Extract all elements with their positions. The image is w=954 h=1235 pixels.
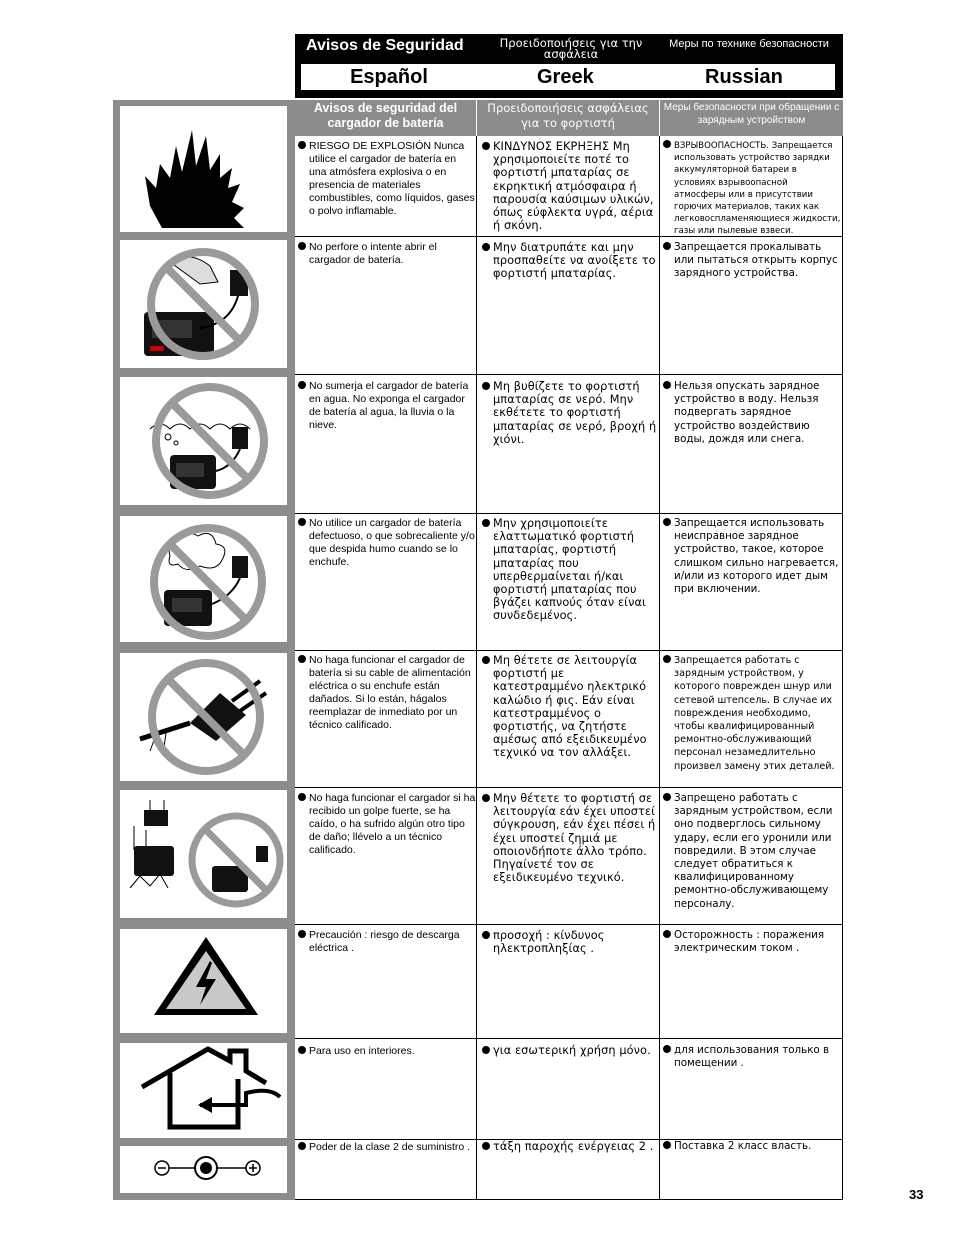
column-header-russian: Меры безопасности при обращении с зарядным устройством [660, 100, 843, 136]
section-header [295, 34, 843, 98]
no-puncture-charger-icon [120, 240, 287, 368]
row-explosion-gr: ΚΙΝΔΥΝΟΣ ΕΚΡΗΞΗΣ Μη χρησιμοποιείτε ποτέ το φορτιστή μπαταρίας σε εκρηκτική ατμόσφαιρα ή παρουσία καύσιμων υλικών, όπως εύφλεκτα υγρά, αέρια ή σκόνη. [482, 140, 657, 232]
row-class2-gr: τάξη παροχής ενέργειας 2 . [482, 1140, 657, 1153]
class-2-polarity-icon [120, 1146, 287, 1193]
row-puncture-ru: Запрещается прокалывать или пытаться открыть корпус зарядного устройства. [663, 241, 841, 281]
row-shock-ru: Осторожность : поражения электрическим током . [663, 929, 841, 955]
row-water-gr: Μη βυθίζετε το φορτιστή μπαταρίας σε νερό. Μην εκθέτετε το φορτιστή μπαταρίας σε νερό, βροχή ή χιόνι. [482, 380, 657, 446]
column-header-greek: Προειδοποιήσεις ασφάλειας για το φορτιστή [477, 100, 660, 136]
column-header-spanish: Avisos de seguridad del cargador de batería [295, 100, 477, 136]
russian-section-title: Меры по технике безопасности [669, 38, 829, 50]
row-shock-es: Precaución : riesgo de descarga eléctrica . [298, 929, 476, 955]
row-indoor-gr: για εσωτερική χρήση μόνο. [482, 1044, 657, 1057]
row-class2-ru: Поставка 2 класс власть. [663, 1140, 841, 1153]
row-puncture-es: No perfore o intente abrir el cargador de batería. [298, 241, 476, 267]
row-water-es: No sumerja el cargador de batería en agua. No exponga el cargador de batería al agua, la lluvia o la nieve. [298, 380, 476, 432]
greek-section-title: Προειδοποιήσεις για την ασφάλεια [499, 36, 643, 61]
row-dropped-es: No haga funcionar el cargador si ha recibido un golpe fuerte, se ha caído, o ha sufrido algún otro tipo de daño; llévelo a un técnico calificado. [298, 792, 476, 857]
explosion-icon [120, 106, 287, 232]
row-water-ru: Нельзя опускать зарядное устройство в воду. Нельзя подвергать зарядное устройство воздействию воды, дождя или снега. [663, 380, 841, 446]
row-indoor-ru: для использования только в помещении . [663, 1044, 841, 1070]
safety-warnings-table [295, 136, 843, 1200]
row-dropped-gr: Μην θέτετε το φορτιστή σε λειτουργία εάν έχει υποστεί σύγκρουση, εάν έχει πέσει ή έχει υποστεί ζημιά με οποιονδήποτε άλλο τρόπο. Πηγαίνετέ τον σε εξειδικευμένο τεχνικό. [482, 792, 657, 884]
indoor-use-icon [120, 1043, 287, 1138]
row-cord-ru: Запрещается работать с зарядным устройством, у которого поврежден шнур или сетевой штепсель. В случае их повреждения необходимо, чтобы квалифицированный ремонтно-обслуживающий персонал незамедлительно произвел замену этих деталей. [663, 654, 841, 773]
language-greek: Greek [477, 64, 653, 90]
row-explosion-es: RIESGO DE EXPLOSIÓN Nunca utilice el cargador de batería en una atmósfera explosiva o en presencia de materiales combustibles, como líquidos, gases o polvo inflamable. [298, 140, 476, 218]
language-russian: Russian [653, 64, 835, 90]
spanish-section-title: Avisos de Seguridad [306, 37, 464, 54]
no-dropped-charger-icon [120, 790, 287, 918]
row-cord-es: No haga funcionar el cargador de batería si su cable de alimentación eléctrica o su enchufe están dañados. Si lo están, hágalos reemplazar de inmediato por un técnico calificado. [298, 654, 476, 732]
row-defective-es: No utilice un cargador de batería defectuoso, o que sobrecaliente y/o que despida humo cuando se lo enchufe. [298, 517, 476, 569]
row-puncture-gr: Μην διατρυπάτε και μην προσπαθείτε να ανοίξετε το φορτιστή μπαταρίας. [482, 241, 657, 281]
no-water-charger-icon [120, 377, 287, 505]
row-explosion-ru: ВЗРЫВООПАСНОСТЬ. Запрещается использовать устройство зарядки аккумуляторной батареи в условиях взрывоопасной атмосферы или в присутствии горючих материалов, таких как легковоспламеняющиеся жидкости, газы или пылевые взвеси. [663, 140, 841, 238]
no-damaged-cord-icon [120, 653, 287, 781]
row-dropped-ru: Запрещено работать с зарядным устройством, если оно подверглось сильному удару, если его уронили или повредили. В этом случае следует обратиться к квалифицированному ремонтно-обслуживающему персоналу. [663, 792, 841, 911]
no-smoking-charger-icon [120, 516, 287, 642]
electric-shock-warning-icon [120, 929, 287, 1033]
page-number: 33 [909, 1187, 924, 1202]
row-defective-gr: Μην χρησιμοποιείτε ελαττωματικό φορτιστή μπαταρίας, φορτιστή μπαταρίας που υπερθερμαίνεται ή/και φορτιστή μπαταρίας που βγάζει καπνούς όταν είναι συνδεδεμένος. [482, 517, 657, 623]
row-shock-gr: προσοχή : κίνδυνος ηλεκτροπληξίας . [482, 929, 657, 955]
row-defective-ru: Запрещается использовать неисправное зарядное устройство, такое, которое слишком сильно нагревается, и/или из которого идет дым при включении. [663, 517, 841, 596]
row-cord-gr: Μη θέτετε σε λειτουργία φορτιστή με κατεστραμμένο ηλεκτρικό καλώδιο ή φις. Εάν είναι κατεστραμμένος ο φορτιστής, να ζητήστε αμέσως από εξειδικευμένο τεχνικό να τον αλλάξει. [482, 654, 657, 760]
language-spanish: Español [301, 64, 477, 90]
row-class2-es: Poder de la clase 2 de suministro . [298, 1141, 476, 1154]
row-indoor-es: Para uso en interiores. [298, 1045, 476, 1058]
